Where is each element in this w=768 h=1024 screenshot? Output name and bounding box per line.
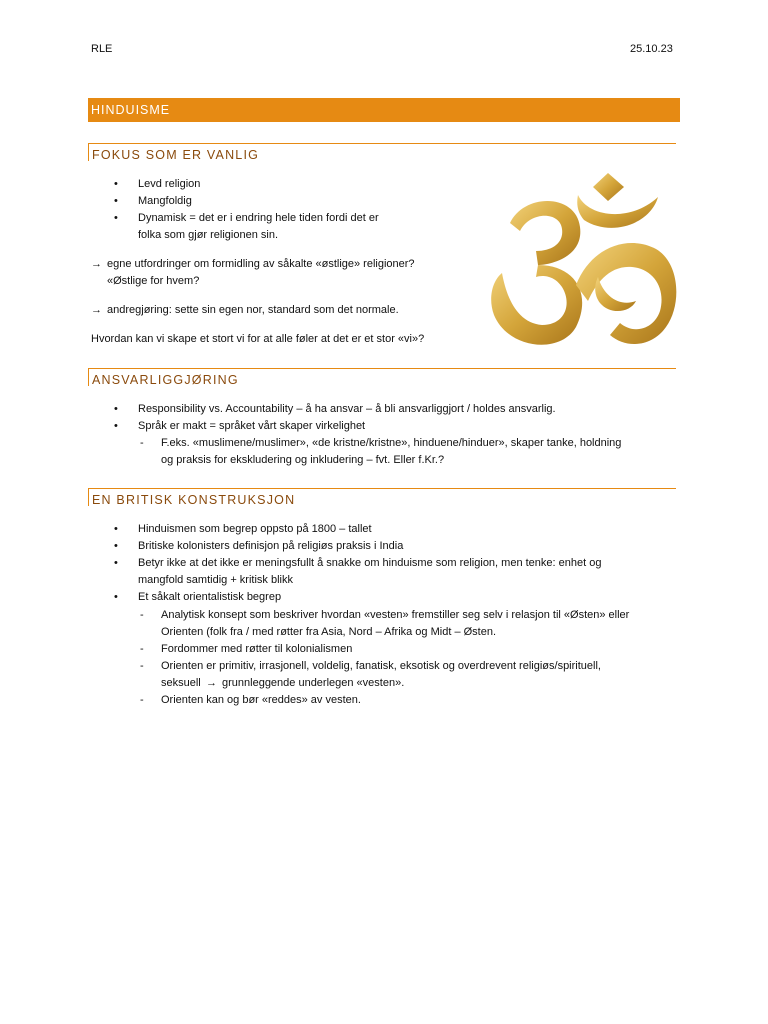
- section-heading-fokus: FOKUS SOM ER VANLIG: [88, 143, 676, 161]
- header-date: 25.10.23: [630, 43, 673, 55]
- list-item: Språk er makt = språket vårt skaper virkelighet: [138, 420, 366, 432]
- bullet-marker: •: [114, 557, 118, 569]
- sub-item-continued: grunnleggende underlegen «vesten».: [222, 677, 405, 689]
- section-heading-britisk: EN BRITISK KONSTRUKSJON: [88, 488, 676, 506]
- list-item-continued: mangfold samtidig + kritisk blikk: [138, 574, 293, 586]
- bullet-marker: •: [114, 591, 118, 603]
- list-item: Et såkalt orientalistisk begrep: [138, 591, 282, 603]
- sub-item: Fordommer med røtter til kolonialismen: [161, 643, 353, 655]
- list-item: Britiske kolonisters definisjon på religiøs praksis i India: [138, 540, 404, 552]
- paragraph: Hvordan kan vi skape et stort vi for at alle føler at det er et stor «vi»?: [91, 333, 425, 345]
- list-item: Dynamisk = det er i endring hele tiden fordi det er: [138, 212, 379, 224]
- sub-item-continued: seksuell: [161, 677, 201, 689]
- sub-item: Analytisk konsept som beskriver hvordan «vesten» fremstiller seg selv i relasjon til «Østen» eller: [161, 609, 630, 621]
- list-item-continued: folka som gjør religionen sin.: [138, 229, 279, 241]
- list-item: Levd religion: [138, 178, 201, 190]
- list-item: Hinduismen som begrep oppsto på 1800 – tallet: [138, 523, 372, 535]
- bullet-marker: •: [114, 540, 118, 552]
- dash-marker: -: [140, 437, 144, 449]
- dash-marker: -: [140, 643, 144, 655]
- bullet-marker: •: [114, 420, 118, 432]
- bullet-marker: •: [114, 178, 118, 190]
- sub-item-continued: og praksis for ekskludering og inkludering – fvt. Eller f.Kr.?: [161, 454, 445, 466]
- list-item: Mangfoldig: [138, 195, 192, 207]
- om-symbol-image: [480, 165, 686, 360]
- bullet-marker: •: [114, 195, 118, 207]
- header-subject: RLE: [91, 43, 113, 55]
- arrow-icon: →: [206, 677, 217, 689]
- bullet-marker: •: [114, 523, 118, 535]
- arrow-icon: →: [91, 304, 102, 316]
- document-title: HINDUISME: [88, 98, 680, 122]
- paragraph: «Østlige for hvem?: [107, 275, 200, 287]
- list-item: Betyr ikke at det ikke er meningsfullt å snakke om hinduisme som religion, men tenke: enhet og: [138, 557, 602, 569]
- sub-item: Orienten er primitiv, irrasjonell, voldelig, fanatisk, eksotisk og overdrevent religiøs/spirituell,: [161, 660, 601, 672]
- arrow-icon: →: [91, 258, 102, 270]
- paragraph: andregjøring: sette sin egen nor, standard som det normale.: [107, 304, 399, 316]
- section-heading-ansvar: ANSVARLIGGJØRING: [88, 368, 676, 386]
- sub-item-continued: Orienten (folk fra / med røtter fra Asia, Nord – Afrika og Midt – Østen.: [161, 626, 497, 638]
- bullet-marker: •: [114, 212, 118, 224]
- dash-marker: -: [140, 694, 144, 706]
- bullet-marker: •: [114, 403, 118, 415]
- dash-marker: -: [140, 609, 144, 621]
- sub-item: Orienten kan og bør «reddes» av vesten.: [161, 694, 361, 706]
- sub-item: F.eks. «muslimene/muslimer», «de kristne/kristne», hinduene/hinduer», skaper tanke, holdning: [161, 437, 622, 449]
- dash-marker: -: [140, 660, 144, 672]
- list-item: Responsibility vs. Accountability – å ha ansvar – å bli ansvarliggjort / holdes ansvarlig.: [138, 403, 556, 415]
- paragraph: egne utfordringer om formidling av såkalte «østlige» religioner?: [107, 258, 415, 270]
